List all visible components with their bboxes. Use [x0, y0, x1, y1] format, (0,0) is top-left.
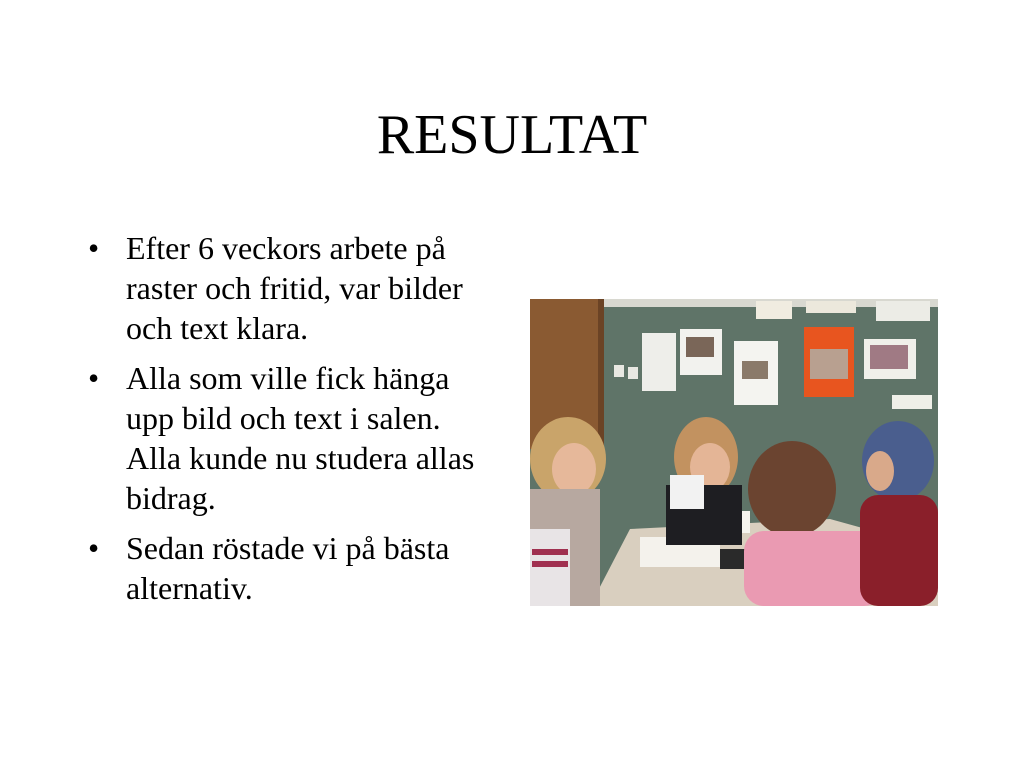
bullet-dot: •: [88, 360, 100, 396]
slide-title: RESULTAT: [376, 104, 648, 166]
bullet-item: [88, 228, 498, 348]
bullet-dot: •: [88, 530, 100, 566]
bullet-list: [88, 228, 498, 618]
bullet-item: [88, 358, 498, 518]
classroom-photo: [530, 299, 938, 606]
bullet-dot: •: [88, 230, 100, 266]
bullet-text: Efter 6 veckors arbete på raster och fritid, var bilder och text klara.: [126, 230, 463, 346]
bullet-text: Sedan röstade vi på bästa alternativ.: [126, 530, 450, 606]
bullet-text: Alla som ville fick hänga upp bild och text i salen. Alla kunde nu studera allas bidrag.: [126, 360, 475, 516]
bullet-item: [88, 528, 498, 608]
classroom-photo-illustration: [530, 299, 938, 606]
